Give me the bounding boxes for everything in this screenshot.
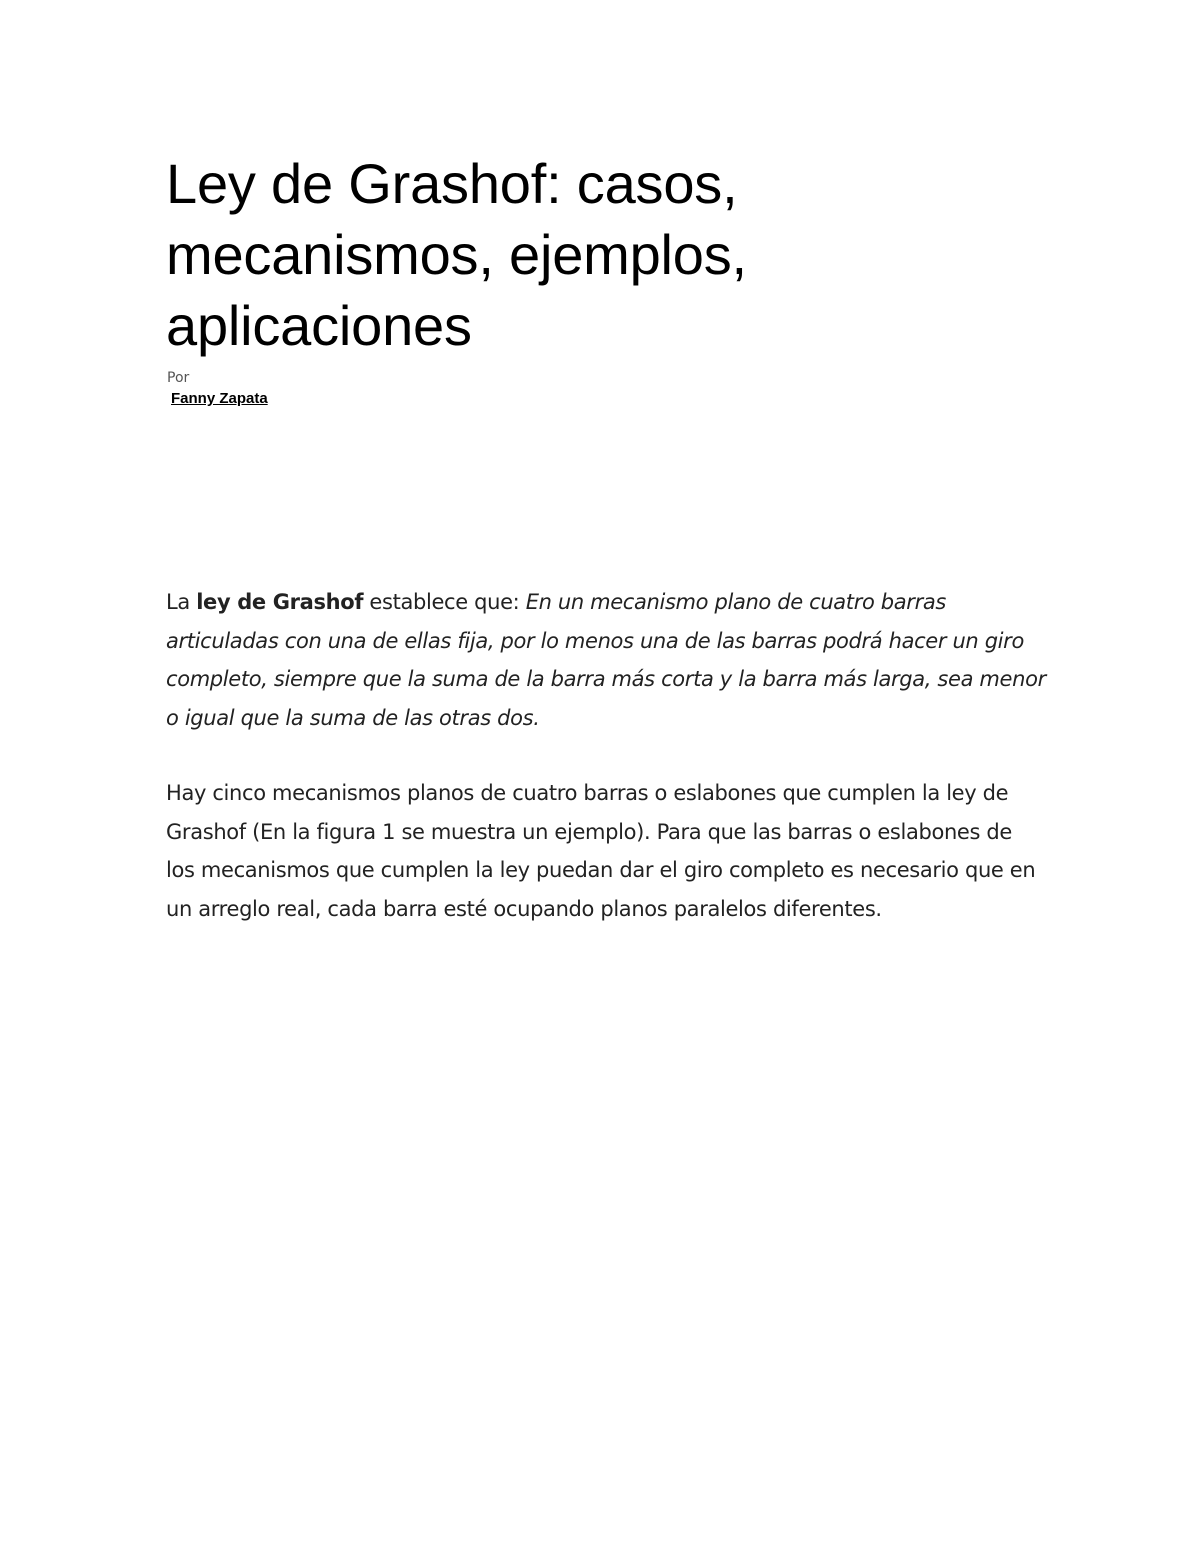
article-title: Ley de Grashof: casos, mecanismos, ejemplos, aplicaciones (166, 152, 747, 357)
grashof-law-statement: En un mecanismo plano de cuatro barras articuladas con una de ellas fija, por lo menos una de las barras podrá hacer un giro completo, siempre que la suma de la barra más corta y la barra más larga, sea menor o igual que la suma de las otras dos. (166, 590, 1046, 730)
byline-label: Por (167, 370, 190, 386)
author-link[interactable]: Fanny Zapata (171, 390, 268, 407)
paragraph-grashof-law (166, 583, 1046, 737)
paragraph-connector: establece que: (363, 590, 526, 614)
grashof-law-term: ley de Grashof (196, 590, 364, 614)
paragraph-mechanisms: Hay cinco mecanismos planos de cuatro barras o eslabones que cumplen la ley de Grashof (En la figura 1 se muestra un ejemplo). Para que las barras o eslabones de los mecanismos que cumplen la ley puedan dar el giro completo es necesario que en un arreglo real, cada barra esté ocupando planos paralelos diferentes. (166, 781, 1036, 921)
paragraph-lead: La (166, 590, 197, 614)
